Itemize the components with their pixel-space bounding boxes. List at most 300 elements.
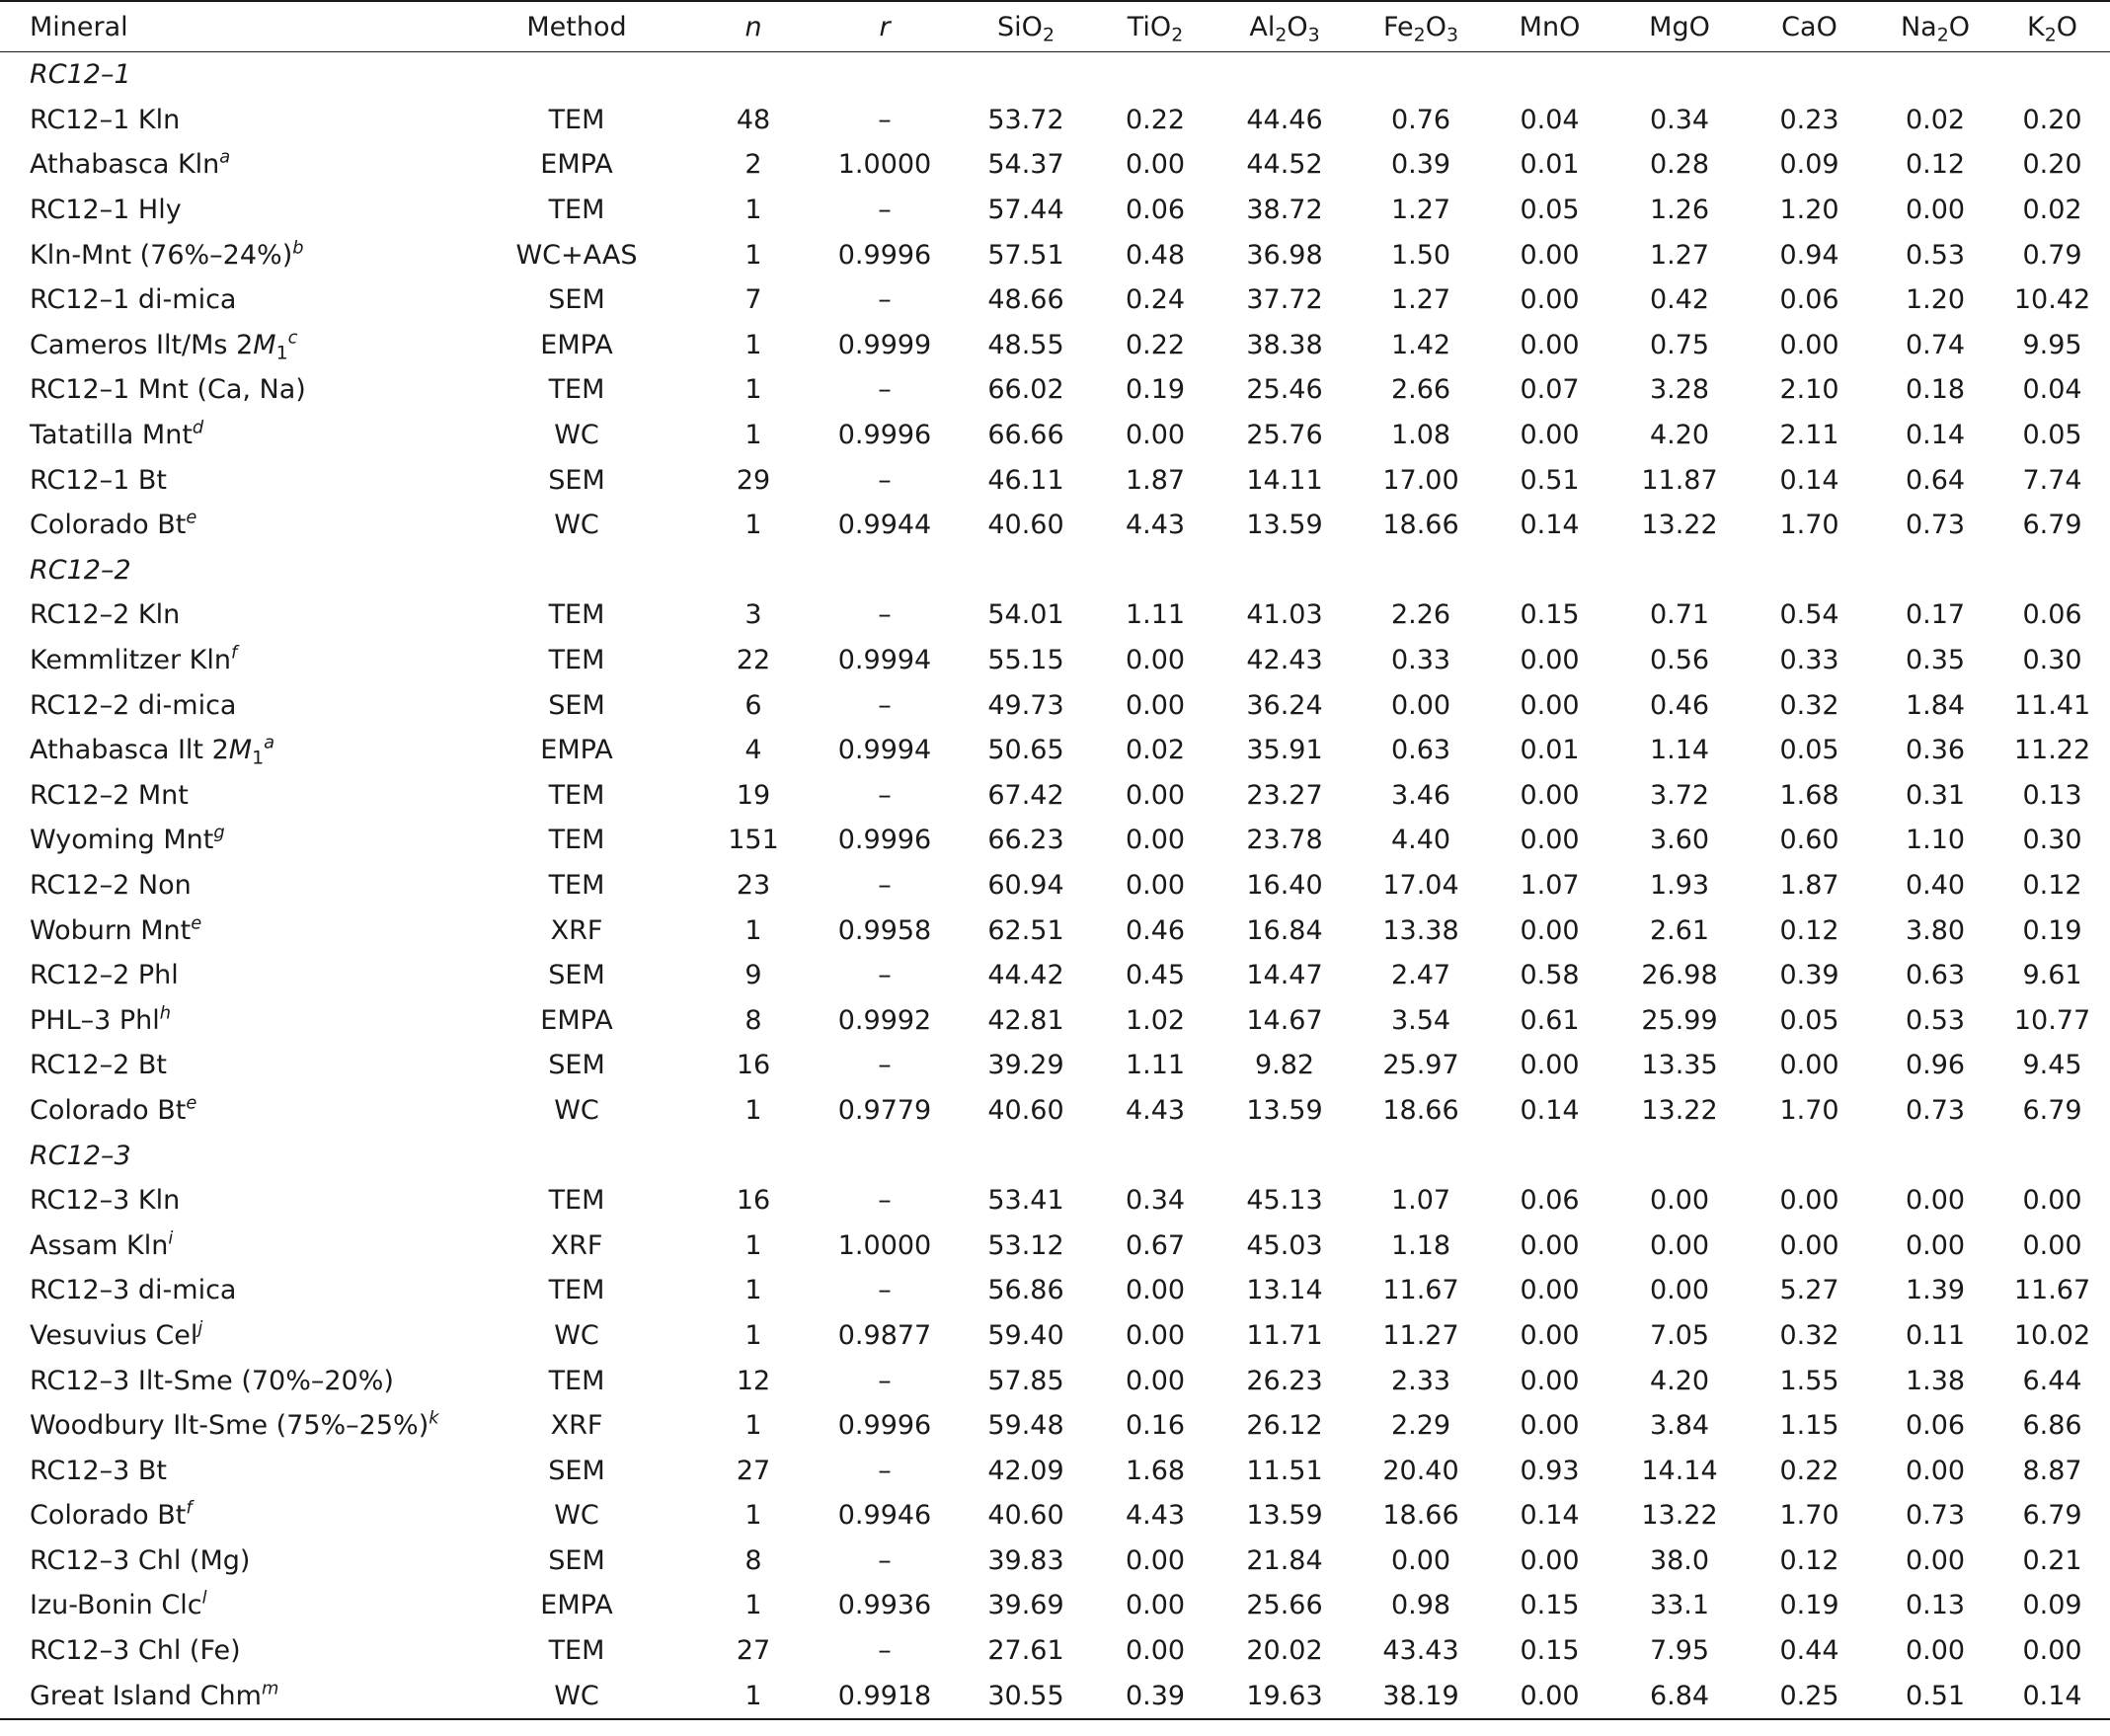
mineral-cell	[0, 997, 464, 1043]
mineral-cell	[0, 1628, 464, 1674]
oxide-value-cell: 0.19	[1779, 1590, 1839, 1621]
oxide-value-cell: 1.38	[1905, 1365, 1966, 1396]
mineral-name: RC12–3 Ilt-Sme (70%–20%)	[30, 1365, 394, 1396]
oxide-value-cell: 0.07	[1520, 374, 1580, 406]
oxide-text: Al	[1249, 11, 1276, 42]
oxide-value-cell: 0.71	[1649, 599, 1710, 631]
header-row	[0, 1, 2110, 52]
oxide-value-cell: 0.00	[1520, 645, 1580, 676]
mineral-cell	[0, 98, 464, 143]
oxide-value-cell: 53.72	[987, 104, 1064, 135]
n-cell: 1	[744, 1275, 762, 1306]
oxide-value-cell: 0.45	[1125, 960, 1186, 991]
n-cell: 1	[744, 1410, 762, 1442]
mineral-name: Vesuvius Cel	[30, 1319, 198, 1351]
oxide-value-cell: 0.98	[1390, 1590, 1451, 1621]
oxide-value-cell: 0.00	[1779, 1050, 1839, 1081]
oxide-value-cell: 1.07	[1390, 1185, 1451, 1217]
footnote-marker: e	[186, 507, 197, 528]
footnote-marker: i	[168, 1227, 174, 1249]
oxide-value-cell: 57.85	[987, 1365, 1064, 1396]
oxide-value-cell: 6.86	[2022, 1410, 2082, 1442]
oxide-value-cell: 50.65	[987, 735, 1064, 766]
oxide-text: SiO	[997, 11, 1043, 42]
oxide-value-cell: 53.41	[987, 1185, 1064, 1217]
oxide-value-cell: 0.00	[1649, 1185, 1710, 1217]
mineral-cell	[0, 682, 464, 728]
footnote-marker: c	[287, 327, 298, 349]
oxide-value-cell: 0.53	[1905, 239, 1966, 271]
n-cell: 1	[744, 239, 762, 271]
oxide-value-cell: 1.50	[1390, 239, 1451, 271]
oxide-value-cell: 2.26	[1390, 599, 1451, 631]
mineral-name: Izu-Bonin Clc	[30, 1590, 202, 1621]
oxide-value-cell: 54.37	[987, 149, 1064, 181]
oxide-value-cell: 6.84	[1649, 1680, 1710, 1711]
r-cell: –	[878, 1544, 892, 1576]
oxide-value-cell: 1.84	[1905, 689, 1966, 721]
col-header-mineral: Mineral	[30, 11, 128, 42]
r-cell: –	[878, 195, 892, 226]
polytype-letter: M	[228, 735, 253, 766]
mineral-cell	[0, 1088, 464, 1134]
mineral-name: Athabasca Ilt 2	[30, 735, 229, 766]
oxide-value-cell: 0.00	[2022, 1185, 2082, 1217]
oxide-value-cell: 49.73	[987, 689, 1064, 721]
method-cell: WC	[554, 510, 599, 541]
oxide-value-cell: 0.00	[1905, 1455, 1966, 1486]
oxide-value-cell: 0.00	[1125, 1319, 1186, 1351]
col-header-r: r	[879, 11, 891, 42]
mineral-name: Kemmlitzer Kln	[30, 645, 231, 676]
method-cell: EMPA	[540, 329, 613, 360]
oxide-text: MgO	[1649, 11, 1710, 42]
mineral-name: RC12–2 Kln	[30, 599, 181, 631]
n-cell: 6	[744, 689, 762, 721]
sample-row	[0, 773, 2110, 819]
oxide-value-cell: 13.14	[1246, 1275, 1323, 1306]
oxide-value-cell: 1.26	[1649, 195, 1710, 226]
mineral-name: Tatatilla Mnt	[30, 420, 193, 451]
mineral-name: RC12–2 Bt	[30, 1050, 167, 1081]
oxide-value-cell: 36.24	[1246, 689, 1323, 721]
r-cell: 0.9918	[837, 1680, 932, 1711]
n-cell: 4	[744, 735, 762, 766]
oxide-value-cell: 1.42	[1390, 329, 1451, 360]
reference-row	[0, 1583, 2110, 1628]
oxide-value-cell: 1.39	[1905, 1275, 1966, 1306]
oxide-value-cell: 0.39	[1390, 149, 1451, 181]
reference-row	[0, 728, 2110, 773]
oxide-value-cell: 0.54	[1779, 599, 1839, 631]
sample-row	[0, 1358, 2110, 1403]
oxide-value-cell: 0.00	[1125, 1544, 1186, 1576]
oxide-value-cell: 0.96	[1905, 1050, 1966, 1081]
oxide-value-cell: 0.33	[1390, 645, 1451, 676]
oxide-value-cell: 0.53	[1905, 1004, 1966, 1036]
method-cell: EMPA	[540, 735, 613, 766]
oxide-value-cell: 0.04	[2022, 374, 2082, 406]
oxide-value-cell: 0.00	[1520, 420, 1580, 451]
method-cell: TEM	[548, 869, 605, 901]
oxide-value-cell: 1.68	[1779, 779, 1839, 811]
reference-row	[0, 907, 2110, 953]
oxide-value-cell: 0.02	[1905, 104, 1966, 135]
oxide-value-cell: 25.97	[1382, 1050, 1459, 1081]
method-cell: TEM	[548, 1635, 605, 1667]
oxide-value-cell: 0.05	[2022, 420, 2082, 451]
method-cell: WC	[554, 1680, 599, 1711]
oxide-value-cell: 0.73	[1905, 510, 1966, 541]
oxide-value-cell: 0.00	[1520, 239, 1580, 271]
oxide-value-cell: 1.55	[1779, 1365, 1839, 1396]
oxide-value-cell: 57.51	[987, 239, 1064, 271]
oxide-value-cell: 7.05	[1649, 1319, 1710, 1351]
oxide-value-cell: 0.00	[1779, 329, 1839, 360]
group-label: RC12–3	[30, 1140, 131, 1171]
oxide-value-cell: 0.39	[1779, 960, 1839, 991]
oxide-value-cell: 54.01	[987, 599, 1064, 631]
oxide-value-cell: 0.00	[1649, 1229, 1710, 1261]
oxide-value-cell: 40.60	[987, 1094, 1064, 1126]
mineral-name: Cameros Ilt/Ms 2	[30, 329, 254, 360]
sample-row	[0, 1539, 2110, 1584]
oxide-value-cell: 1.07	[1520, 869, 1580, 901]
mineral-name: RC12–3 Kln	[30, 1185, 181, 1217]
oxide-value-cell: 56.86	[987, 1275, 1064, 1306]
oxide-value-cell: 0.00	[1905, 1185, 1966, 1217]
oxide-value-cell: 0.35	[1905, 645, 1966, 676]
mineral-name: RC12–3 di-mica	[30, 1275, 237, 1306]
oxide-value-cell: 1.11	[1125, 599, 1186, 631]
mineral-cell	[0, 1403, 464, 1449]
oxide-value-cell: 57.44	[987, 195, 1064, 226]
footnote-marker: d	[192, 417, 204, 438]
oxide-value-cell: 0.00	[1125, 420, 1186, 451]
method-cell: TEM	[548, 1185, 605, 1217]
oxide-value-cell: 0.00	[2022, 1229, 2082, 1261]
mineral-cell	[0, 323, 464, 368]
oxide-subscript: 2	[1042, 24, 1055, 46]
r-cell: 0.9958	[837, 914, 932, 946]
r-cell: 0.9946	[837, 1500, 932, 1532]
oxide-value-cell: 4.20	[1649, 1365, 1710, 1396]
oxide-value-cell: 4.20	[1649, 420, 1710, 451]
mineral-cell	[0, 457, 464, 503]
oxide-value-cell: 44.52	[1246, 149, 1323, 181]
oxide-value-cell: 39.69	[987, 1590, 1064, 1621]
oxide-value-cell: 0.00	[1125, 689, 1186, 721]
oxide-value-cell: 0.00	[1520, 825, 1580, 856]
n-cell: 9	[744, 960, 762, 991]
footnote-marker: e	[186, 1092, 197, 1114]
oxide-value-cell: 0.00	[1779, 1185, 1839, 1217]
oxide-value-cell: 0.00	[1520, 1410, 1580, 1442]
oxide-value-cell: 25.76	[1246, 420, 1323, 451]
table-body	[0, 52, 2110, 1719]
oxide-value-cell: 0.05	[1520, 195, 1580, 226]
oxide-value-cell: 2.33	[1390, 1365, 1451, 1396]
oxide-value-cell: 0.12	[1779, 914, 1839, 946]
r-cell: 0.9994	[837, 735, 932, 766]
mineral-cell	[0, 1178, 464, 1223]
r-cell: 0.9994	[837, 645, 932, 676]
r-cell: –	[878, 869, 892, 901]
oxide-value-cell: 0.21	[2022, 1544, 2082, 1576]
oxide-value-cell: 11.22	[2013, 735, 2091, 766]
mineral-name: Woburn Mnt	[30, 914, 192, 946]
method-cell: WC+AAS	[515, 239, 638, 271]
mineral-name: Colorado Bt	[30, 1094, 187, 1126]
col-header-oxide	[952, 1, 1100, 52]
r-cell: 1.0000	[837, 149, 932, 181]
method-cell: SEM	[548, 1544, 605, 1576]
mineral-name: Athabasca Kln	[30, 149, 220, 181]
r-cell: –	[878, 1455, 892, 1486]
oxide-value-cell: 16.40	[1246, 869, 1323, 901]
oxide-value-cell: 0.42	[1649, 284, 1710, 316]
oxide-value-cell: 13.22	[1641, 1500, 1718, 1532]
reference-row	[0, 1403, 2110, 1449]
col-header-oxide	[1994, 1, 2110, 52]
oxide-value-cell: 11.71	[1246, 1319, 1323, 1351]
oxide-value-cell: 39.83	[987, 1544, 1064, 1576]
reference-row	[0, 1313, 2110, 1359]
reference-row	[0, 1223, 2110, 1268]
oxide-value-cell: 0.06	[1520, 1185, 1580, 1217]
oxide-value-cell: 0.12	[1905, 149, 1966, 181]
oxide-value-cell: 53.12	[987, 1229, 1064, 1261]
oxide-text: Fe	[1383, 11, 1414, 42]
oxide-value-cell: 1.87	[1779, 869, 1839, 901]
sample-row	[0, 277, 2110, 323]
n-cell: 27	[736, 1635, 771, 1667]
mineral-cell	[0, 953, 464, 998]
footnote-marker: e	[191, 911, 202, 933]
sample-row	[0, 1178, 2110, 1223]
method-cell: TEM	[548, 104, 605, 135]
oxide-value-cell: 3.28	[1649, 374, 1710, 406]
oxide-value-cell: 0.00	[1125, 645, 1186, 676]
oxide-value-cell: 2.47	[1390, 960, 1451, 991]
n-cell: 29	[736, 464, 771, 496]
oxide-value-cell: 26.98	[1641, 960, 1718, 991]
oxide-value-cell: 0.00	[1520, 1680, 1580, 1711]
oxide-value-cell: 0.00	[1905, 1544, 1966, 1576]
oxide-value-cell: 0.51	[1520, 464, 1580, 496]
mineral-name: Great Island Chm	[30, 1680, 262, 1711]
oxide-value-cell: 0.79	[2022, 239, 2082, 271]
r-cell: –	[878, 104, 892, 135]
oxide-value-cell: 14.47	[1246, 960, 1323, 991]
footnote-marker: m	[261, 1677, 279, 1698]
mineral-name: RC12–1 Hly	[30, 195, 182, 226]
oxide-value-cell: 0.00	[2022, 1635, 2082, 1667]
oxide-subscript: 2	[1171, 24, 1184, 46]
method-cell: SEM	[548, 960, 605, 991]
mineral-name: RC12–1 Kln	[30, 104, 181, 135]
mineral-cell	[0, 863, 464, 908]
mineral-cell	[0, 728, 464, 773]
oxide-value-cell: 0.00	[1520, 1275, 1580, 1306]
r-cell: –	[878, 284, 892, 316]
oxide-value-cell: 26.23	[1246, 1365, 1323, 1396]
oxide-value-cell: 1.70	[1779, 510, 1839, 541]
oxide-value-cell: 0.00	[1125, 149, 1186, 181]
mineral-name: RC12–2 Non	[30, 869, 192, 901]
n-cell: 7	[744, 284, 762, 316]
mineral-name: Colorado Bt	[30, 1500, 187, 1532]
oxide-value-cell: 42.43	[1246, 645, 1323, 676]
method-cell: WC	[554, 420, 599, 451]
oxide-value-cell: 3.54	[1390, 1004, 1451, 1036]
oxide-value-cell: 0.19	[1125, 374, 1186, 406]
oxide-value-cell: 1.20	[1779, 195, 1839, 226]
oxide-value-cell: 60.94	[987, 869, 1064, 901]
oxide-value-cell: 1.20	[1905, 284, 1966, 316]
footnote-marker: f	[186, 1497, 193, 1519]
mineral-cell	[0, 142, 464, 188]
mineral-cell	[0, 1313, 464, 1359]
polytype-number: 1	[275, 342, 288, 364]
oxide-value-cell: 0.20	[2022, 104, 2082, 135]
sample-row	[0, 1043, 2110, 1088]
method-cell: WC	[554, 1500, 599, 1532]
oxide-value-cell: 1.10	[1905, 825, 1966, 856]
mineral-cell	[0, 818, 464, 863]
oxide-value-cell: 0.14	[1520, 1094, 1580, 1126]
oxide-value-cell: 20.02	[1246, 1635, 1323, 1667]
oxide-value-cell: 21.84	[1246, 1544, 1323, 1576]
method-cell: TEM	[548, 645, 605, 676]
oxide-value-cell: 14.14	[1641, 1455, 1718, 1486]
mineral-name: RC12–2 Mnt	[30, 779, 189, 811]
reference-row	[0, 232, 2110, 277]
footnote-marker: h	[159, 1002, 172, 1024]
r-cell: –	[878, 1365, 892, 1396]
oxide-value-cell: 0.00	[1520, 329, 1580, 360]
method-cell: SEM	[548, 464, 605, 496]
mineral-cell	[0, 1223, 464, 1268]
oxide-value-cell: 1.27	[1390, 195, 1451, 226]
oxide-value-cell: 2.10	[1779, 374, 1839, 406]
oxide-value-cell: 0.01	[1520, 149, 1580, 181]
oxide-value-cell: 0.75	[1649, 329, 1710, 360]
mineral-name: Woodbury Ilt-Sme (75%–25%)	[30, 1410, 430, 1442]
oxide-value-cell: 7.95	[1649, 1635, 1710, 1667]
oxide-value-cell: 39.29	[987, 1050, 1064, 1081]
reference-row	[0, 1673, 2110, 1719]
sample-row	[0, 682, 2110, 728]
oxide-subscript: 2	[1275, 24, 1288, 46]
oxide-value-cell: 0.15	[1520, 1590, 1580, 1621]
oxide-value-cell: 4.40	[1390, 825, 1451, 856]
reference-row	[0, 503, 2110, 548]
method-cell: SEM	[548, 284, 605, 316]
oxide-value-cell: 2.11	[1779, 420, 1839, 451]
oxide-value-cell: 9.95	[2022, 329, 2082, 360]
col-header-method: Method	[526, 11, 627, 42]
oxide-value-cell: 26.12	[1246, 1410, 1323, 1442]
mineral-cell	[0, 1539, 464, 1584]
r-cell: 0.9779	[837, 1094, 932, 1126]
r-cell: 0.9877	[837, 1319, 932, 1351]
col-header-oxide	[1359, 1, 1483, 52]
n-cell: 27	[736, 1455, 771, 1486]
col-header-oxide	[1876, 1, 1994, 52]
oxide-value-cell: 0.09	[2022, 1590, 2082, 1621]
oxide-value-cell: 0.76	[1390, 104, 1451, 135]
mineral-name: Colorado Bt	[30, 510, 187, 541]
sample-row	[0, 1268, 2110, 1313]
r-cell: 0.9944	[837, 510, 932, 541]
mineral-name: Wyoming Mnt	[30, 825, 214, 856]
oxide-value-cell: 0.22	[1125, 329, 1186, 360]
n-cell: 1	[744, 1229, 762, 1261]
oxide-value-cell: 19.63	[1246, 1680, 1323, 1711]
col-header-oxide	[1616, 1, 1743, 52]
oxide-value-cell: 0.20	[2022, 149, 2082, 181]
n-cell: 2	[744, 149, 762, 181]
oxide-value-cell: 3.60	[1649, 825, 1710, 856]
n-cell: 1	[744, 1500, 762, 1532]
r-cell: –	[878, 960, 892, 991]
oxide-value-cell: 11.87	[1641, 464, 1718, 496]
oxide-value-cell: 0.00	[1390, 1544, 1451, 1576]
polytype-letter: M	[253, 329, 276, 360]
oxide-text: O	[2056, 11, 2077, 42]
oxide-value-cell: 0.56	[1649, 645, 1710, 676]
n-cell: 23	[736, 869, 771, 901]
oxide-value-cell: 45.13	[1246, 1185, 1323, 1217]
mineral-cell	[0, 232, 464, 277]
oxide-value-cell: 10.02	[2013, 1319, 2091, 1351]
footnote-marker: f	[230, 642, 238, 664]
oxide-value-cell: 0.18	[1905, 374, 1966, 406]
oxide-value-cell: 38.0	[1649, 1544, 1710, 1576]
oxide-value-cell: 0.31	[1905, 779, 1966, 811]
oxide-value-cell: 0.73	[1905, 1500, 1966, 1532]
sample-row	[0, 1628, 2110, 1674]
oxide-value-cell: 6.79	[2022, 1500, 2082, 1532]
mineral-cell	[0, 503, 464, 548]
oxide-value-cell: 66.66	[987, 420, 1064, 451]
oxide-value-cell: 45.03	[1246, 1229, 1323, 1261]
oxide-value-cell: 0.00	[1520, 1365, 1580, 1396]
oxide-value-cell: 0.00	[1125, 779, 1186, 811]
oxide-value-cell: 0.00	[1125, 1275, 1186, 1306]
r-cell: –	[878, 1275, 892, 1306]
method-cell: XRF	[550, 1410, 603, 1442]
oxide-value-cell: 0.00	[1520, 689, 1580, 721]
oxide-value-cell: 1.87	[1125, 464, 1186, 496]
reference-row	[0, 1493, 2110, 1539]
mineral-name: RC12–2 Phl	[30, 960, 179, 991]
oxide-value-cell: 42.81	[987, 1004, 1064, 1036]
oxide-value-cell: 0.73	[1905, 1094, 1966, 1126]
mineral-cell	[0, 1043, 464, 1088]
oxide-value-cell: 4.43	[1125, 510, 1186, 541]
oxide-value-cell: 0.17	[1905, 599, 1966, 631]
oxide-value-cell: 10.42	[2013, 284, 2091, 316]
col-header-oxide	[1483, 1, 1616, 52]
oxide-value-cell: 0.06	[1779, 284, 1839, 316]
oxide-value-cell: 1.93	[1649, 869, 1710, 901]
oxide-value-cell: 0.06	[1125, 195, 1186, 226]
oxide-value-cell: 17.04	[1382, 869, 1459, 901]
oxide-value-cell: 0.44	[1779, 1635, 1839, 1667]
oxide-value-cell: 0.06	[1905, 1410, 1966, 1442]
